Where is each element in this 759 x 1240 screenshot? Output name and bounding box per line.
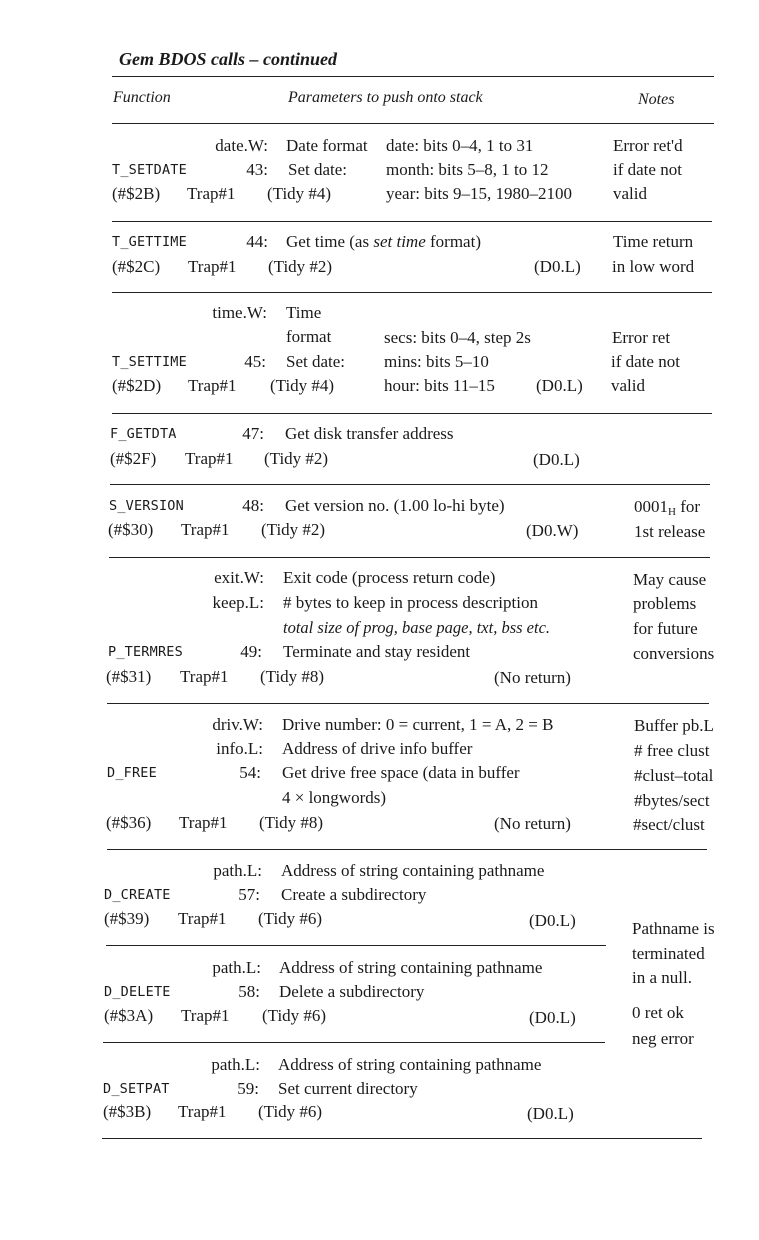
function-name: F_GETDTA bbox=[110, 426, 177, 442]
param-desc: Drive number: 0 = current, 1 = A, 2 = B bbox=[282, 715, 554, 734]
note-line: Error ret'd bbox=[613, 136, 683, 155]
tidy: (Tidy #8) bbox=[260, 667, 325, 686]
hex-code: (#$3B) bbox=[103, 1102, 152, 1121]
function-desc: Terminate and stay resident bbox=[283, 642, 471, 661]
function-desc: Delete a subdirectory bbox=[279, 982, 425, 1001]
function-number: 57: bbox=[238, 885, 260, 904]
hex-code: (#$2B) bbox=[112, 184, 161, 203]
return-register: (D0.L) bbox=[527, 1104, 574, 1123]
return-register: (D0.L) bbox=[536, 376, 583, 395]
hex-code: (#$2F) bbox=[110, 449, 157, 468]
return-register: (No return) bbox=[494, 668, 571, 687]
note-line: Error ret bbox=[612, 328, 671, 347]
hex-code: (#$2C) bbox=[112, 257, 161, 276]
header-top-rule bbox=[112, 76, 714, 77]
trap: Trap#1 bbox=[185, 449, 234, 468]
note-line: #sect/clust bbox=[633, 815, 705, 834]
header-parameters: Parameters to push onto stack bbox=[288, 89, 483, 106]
tidy: (Tidy #4) bbox=[270, 376, 335, 395]
function-name: T_SETTIME bbox=[112, 354, 187, 370]
param-name: path.L: bbox=[213, 861, 262, 880]
note-line: 1st release bbox=[634, 522, 706, 541]
param-name: keep.L: bbox=[212, 593, 264, 612]
param-name: path.L: bbox=[211, 1055, 260, 1074]
tidy: (Tidy #2) bbox=[264, 449, 329, 468]
header-bottom-rule bbox=[112, 123, 714, 124]
function-desc: 4 × longwords) bbox=[282, 788, 387, 807]
note-line: in low word bbox=[612, 257, 695, 276]
param-name: date.W: bbox=[215, 136, 268, 155]
function-desc: Create a subdirectory bbox=[281, 885, 427, 904]
trap: Trap#1 bbox=[188, 257, 237, 276]
function-number: 48: bbox=[242, 496, 264, 515]
param-desc: Time bbox=[286, 303, 322, 322]
function-name: T_GETTIME bbox=[112, 234, 187, 250]
note-line: # free clust bbox=[634, 741, 710, 760]
function-name: D_SETPAT bbox=[103, 1081, 170, 1097]
param-name: info.L: bbox=[216, 739, 263, 758]
trap: Trap#1 bbox=[179, 813, 228, 832]
function-number: 47: bbox=[242, 424, 264, 443]
hex-code: (#$39) bbox=[104, 909, 150, 928]
return-register: (D0.L) bbox=[529, 1008, 576, 1027]
bits-line: secs: bits 0–4, step 2s bbox=[384, 328, 531, 347]
note-line: valid bbox=[611, 376, 645, 395]
row-divider bbox=[110, 484, 710, 485]
note-line: if date not bbox=[611, 352, 680, 371]
trap: Trap#1 bbox=[181, 520, 230, 539]
param-desc: # bytes to keep in process description bbox=[283, 593, 538, 612]
function-name: D_FREE bbox=[107, 765, 157, 781]
return-register: (D0.L) bbox=[529, 911, 576, 930]
hex-code: (#$3A) bbox=[104, 1006, 154, 1025]
trap: Trap#1 bbox=[187, 184, 236, 203]
trap: Trap#1 bbox=[178, 1102, 227, 1121]
note-line: conversions bbox=[633, 644, 715, 663]
return-register: (D0.L) bbox=[533, 450, 580, 469]
trap: Trap#1 bbox=[178, 909, 227, 928]
return-register: (D0.W) bbox=[526, 521, 579, 540]
hex-code: (#$2D) bbox=[112, 376, 162, 395]
row-divider bbox=[112, 221, 712, 222]
tidy: (Tidy #4) bbox=[267, 184, 332, 203]
function-name: P_TERMRES bbox=[108, 644, 183, 660]
note-line: if date not bbox=[613, 160, 682, 179]
return-register: (D0.L) bbox=[534, 257, 581, 276]
note-line: problems bbox=[633, 594, 697, 613]
tidy: (Tidy #2) bbox=[268, 257, 333, 276]
bits-line: year: bits 9–15, 1980–2100 bbox=[386, 184, 573, 203]
param-desc: Exit code (process return code) bbox=[283, 568, 496, 587]
return-register: (No return) bbox=[494, 814, 571, 833]
table-bottom-rule bbox=[102, 1138, 702, 1139]
note-line: neg error bbox=[632, 1029, 694, 1048]
hex-code: (#$31) bbox=[106, 667, 152, 686]
note-line: $0001_H$ for bbox=[634, 497, 701, 518]
function-desc: Set date: bbox=[288, 160, 348, 179]
function-name: T_SETDATE bbox=[112, 162, 187, 178]
function-name: D_CREATE bbox=[104, 887, 171, 903]
note-line: #bytes/sect bbox=[634, 791, 710, 810]
bits-line: month: bits 5–8, 1 to 12 bbox=[386, 160, 549, 179]
note-line: Pathname is bbox=[632, 919, 715, 938]
param-desc: format bbox=[286, 327, 332, 346]
row-divider bbox=[106, 945, 606, 946]
param-desc: Address of string containing pathname bbox=[281, 861, 545, 880]
function-number: 49: bbox=[240, 642, 262, 661]
function-name: D_DELETE bbox=[104, 984, 171, 1000]
function-number: 45: bbox=[244, 352, 266, 371]
row-divider bbox=[107, 703, 709, 704]
note-line: in a null. bbox=[632, 968, 692, 987]
function-number: 44: bbox=[246, 232, 268, 251]
param-name: driv.W: bbox=[212, 715, 263, 734]
function-desc: Set current directory bbox=[278, 1079, 418, 1098]
header-notes: Notes bbox=[638, 91, 675, 108]
hex-code: (#$30) bbox=[108, 520, 154, 539]
page-title: Gem BDOS calls – continued bbox=[119, 49, 338, 69]
function-number: 58: bbox=[238, 982, 260, 1001]
function-desc: Get disk transfer address bbox=[285, 424, 454, 443]
param-name: time.W: bbox=[212, 303, 267, 322]
tidy: (Tidy #2) bbox=[261, 520, 326, 539]
trap: Trap#1 bbox=[188, 376, 237, 395]
note-line: Time return bbox=[613, 232, 694, 251]
tidy: (Tidy #8) bbox=[259, 813, 324, 832]
note-line: #clust–total bbox=[634, 766, 714, 785]
tidy: (Tidy #6) bbox=[258, 1102, 323, 1121]
note-line: Buffer pb.L bbox=[634, 716, 714, 735]
bits-line: mins: bits 5–10 bbox=[384, 352, 489, 371]
note-line: for future bbox=[633, 619, 698, 638]
function-number: 59: bbox=[237, 1079, 259, 1098]
function-number: 43: bbox=[246, 160, 268, 179]
function-desc: Get version no. (1.00 lo-hi byte) bbox=[285, 496, 505, 515]
tidy: (Tidy #6) bbox=[262, 1006, 327, 1025]
trap: Trap#1 bbox=[180, 667, 229, 686]
function-desc: Get time (as set time format) bbox=[286, 232, 481, 251]
row-divider bbox=[109, 557, 710, 558]
function-desc: Set date: bbox=[286, 352, 346, 371]
bits-line: date: bits 0–4, 1 to 31 bbox=[386, 136, 534, 155]
param-desc: Date format bbox=[286, 136, 368, 155]
note-line: 0 ret ok bbox=[632, 1003, 684, 1022]
param-desc: Address of drive info buffer bbox=[282, 739, 473, 758]
param-desc: Address of string containing pathname bbox=[279, 958, 543, 977]
row-divider bbox=[107, 849, 707, 850]
row-divider bbox=[112, 413, 712, 414]
note-line: terminated bbox=[632, 944, 705, 963]
header-function: Function bbox=[113, 89, 171, 106]
function-name: S_VERSION bbox=[109, 498, 184, 514]
bits-line: hour: bits 11–15 bbox=[384, 376, 495, 395]
param-name: exit.W: bbox=[214, 568, 264, 587]
trap: Trap#1 bbox=[181, 1006, 230, 1025]
hex-code: (#$36) bbox=[106, 813, 152, 832]
note-line: valid bbox=[613, 184, 647, 203]
function-number: 54: bbox=[239, 763, 261, 782]
function-desc: Get drive free space (data in buffer bbox=[282, 763, 520, 782]
param-name: path.L: bbox=[212, 958, 261, 977]
param-desc: Address of string containing pathname bbox=[278, 1055, 542, 1074]
param-note: total size of prog, base page, txt, bss etc. bbox=[283, 618, 551, 637]
note-line: May cause bbox=[633, 570, 707, 589]
tidy: (Tidy #6) bbox=[258, 909, 323, 928]
row-divider bbox=[103, 1042, 605, 1043]
row-divider bbox=[112, 292, 712, 293]
